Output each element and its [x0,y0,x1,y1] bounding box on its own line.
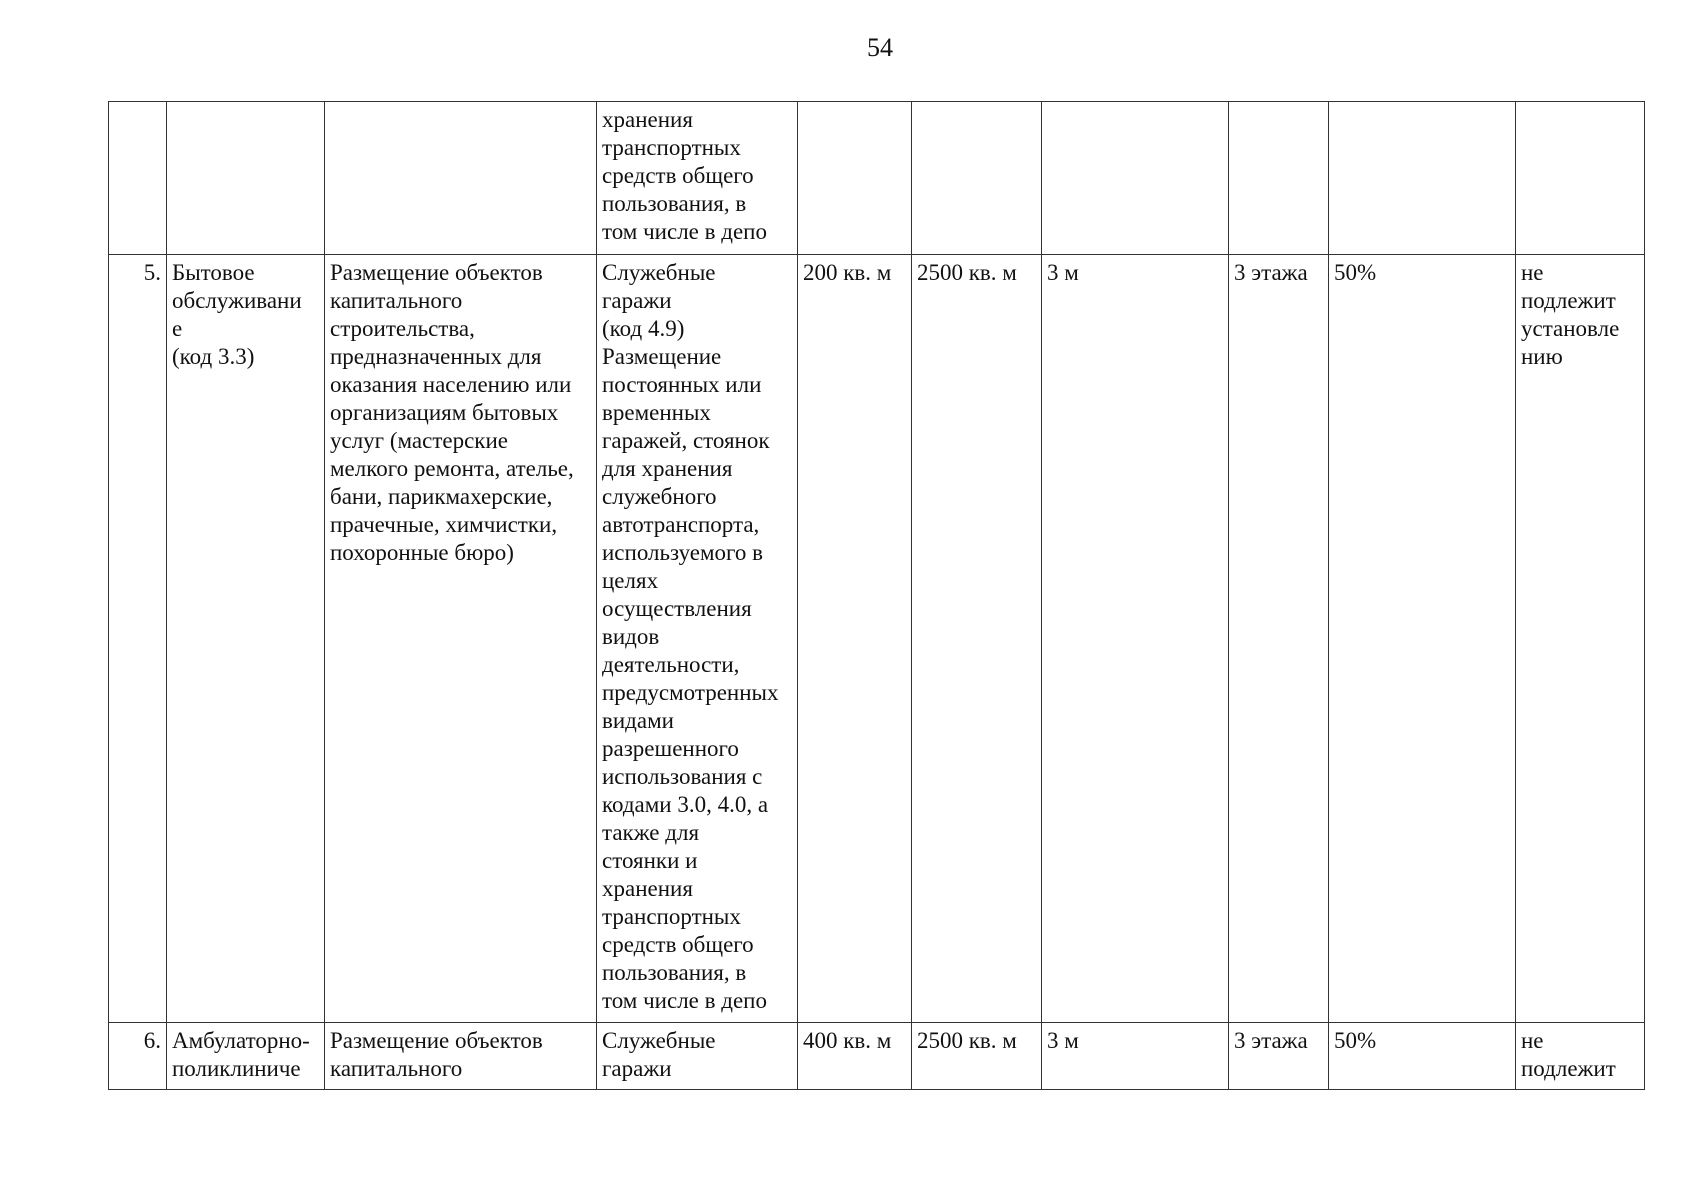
use-name-cell: Амбулаторно- поликлиниче [167,1023,325,1090]
setback-cell: 3 м [1042,255,1229,1023]
table-row [109,1023,1645,1090]
min-area-cell [798,102,912,255]
floors-cell [1229,102,1329,255]
row-number-cell [109,102,167,255]
auxiliary-use-cell: хранения транспортных средств общего пользования, в том числе в депо [597,102,798,255]
page-number: 54 [867,33,893,62]
use-name-cell [167,102,325,255]
auxiliary-use-cell: Служебные гаражи (код 4.9) Размещение постоянных или временных гаражей, стоянок для хранения служебного автотранспорта, используемого в целях осуществления видов деятельности, предусмотренных видами разрешенного использования с кодами 3.0, 4.0, а также для стоянки и хранения транспортных средств общего пользования, в том числе в депо [597,255,798,1023]
min-area-cell: 200 кв. м [798,255,912,1023]
table-row [109,102,1645,255]
max-area-cell [912,102,1042,255]
coverage-cell: 50% [1329,255,1516,1023]
use-description-cell: Размещение объектов капитального строительства, предназначенных для оказания населению или организациям бытовых услуг (мастерские мелкого ремонта, ателье, бани, парикмахерские, прачечные, химчистки, похоронные бюро) [325,255,597,1023]
min-area-cell: 400 кв. м [798,1023,912,1090]
height-cell [1516,102,1645,255]
height-cell: не подлежит [1516,1023,1645,1090]
use-description-cell: Размещение объектов капитального [325,1023,597,1090]
row-number-cell: 5. [109,255,167,1023]
use-description-cell [325,102,597,255]
setback-cell: 3 м [1042,1023,1229,1090]
auxiliary-use-cell: Служебные гаражи [597,1023,798,1090]
use-name-cell: Бытовое обслуживани е (код 3.3) [167,255,325,1023]
coverage-cell [1329,102,1516,255]
height-cell: не подлежит установле нию [1516,255,1645,1023]
table-row [109,255,1645,1023]
coverage-cell: 50% [1329,1023,1516,1090]
floors-cell: 3 этажа [1229,1023,1329,1090]
land-use-table [108,101,1645,1090]
max-area-cell: 2500 кв. м [912,1023,1042,1090]
floors-cell: 3 этажа [1229,255,1329,1023]
setback-cell [1042,102,1229,255]
row-number-cell: 6. [109,1023,167,1090]
max-area-cell: 2500 кв. м [912,255,1042,1023]
